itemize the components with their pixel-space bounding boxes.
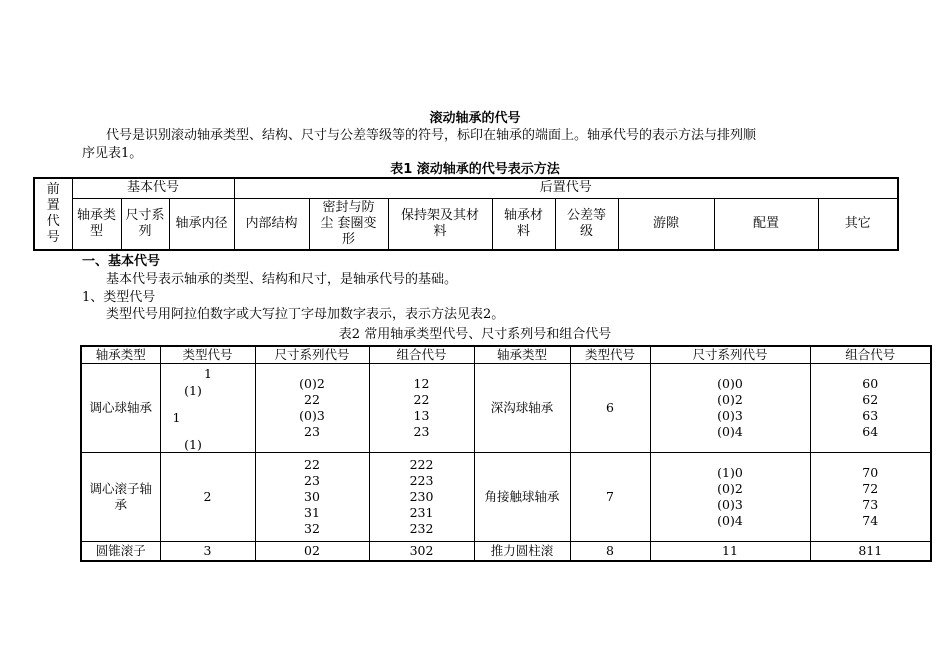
table2-header: 类型代号 (570, 346, 650, 364)
table-cell (650, 453, 810, 542)
intro-line-1: 代号是识别滚动轴承类型、结构、尺寸与公差等级等的符号，标印在轴承的端面上。轴承代号的表示方法与排列顺 (106, 128, 757, 143)
table-cell: 圆锥滚子 (81, 542, 160, 561)
front-code-char: 前 (46, 182, 60, 197)
cell-value: 62 (862, 392, 879, 407)
table1-cell: 保持架及其材料 (388, 198, 492, 250)
table-cell: 调心球轴承 (81, 364, 160, 453)
table-cell (255, 364, 369, 453)
table1-cell: 配置 (714, 198, 818, 250)
table1-cell: 轴承内径 (169, 198, 234, 250)
cell-value: 72 (862, 481, 879, 496)
sub1-text: 类型代号用阿拉伯数字或大写拉丁字母加数字表示，表示方法见表2。 (106, 307, 505, 322)
cell-value: 73 (862, 497, 879, 512)
cell-value: 31 (304, 505, 320, 520)
table1-cell: 内部结构 (234, 198, 309, 250)
table1-cell: 密封与防尘 套圈变形 (309, 198, 388, 250)
front-code-char: 置 (46, 198, 60, 213)
table-cell: 6 (570, 364, 650, 453)
cell-value: (0)2 (717, 392, 743, 407)
table-cell: 02 (255, 542, 369, 561)
table1-cell: 轴承材料 (492, 198, 555, 250)
table-cell: 811 (810, 542, 931, 561)
cell-value: (0)3 (299, 408, 325, 423)
cell-value: (0)3 (717, 408, 743, 423)
cell-value: 30 (304, 489, 320, 504)
table1-cell: 其它 (818, 198, 898, 250)
cell-value: (0)3 (717, 497, 743, 512)
table-cell: 深沟球轴承 (474, 364, 570, 453)
table-cell (810, 453, 931, 542)
table-cell (369, 453, 474, 542)
front-code-char: 代 (46, 214, 60, 229)
table1-caption: 表1 滚动轴承的代号表示方法 (390, 162, 560, 177)
table-cell (650, 364, 810, 453)
table-cell: 7 (570, 453, 650, 542)
front-code-cell (34, 178, 72, 250)
table-cell: 11 (650, 542, 810, 561)
cell-value: 23 (304, 473, 320, 488)
table1 (33, 177, 899, 251)
cell-value: 63 (862, 408, 879, 423)
cell-value: 64 (862, 424, 879, 439)
cell-value: (0)2 (299, 376, 325, 391)
table-cell: 8 (570, 542, 650, 561)
table-cell: 302 (369, 542, 474, 561)
cell-value: 230 (409, 489, 434, 504)
cell-value: 1 (204, 366, 212, 381)
cell-value: 223 (409, 473, 434, 488)
table1-cell: 轴承类型 (72, 198, 121, 250)
table2-header: 组合代号 (810, 346, 931, 364)
table2 (80, 345, 932, 562)
cell-value: 222 (409, 457, 434, 472)
cell-value: (0)2 (717, 481, 743, 496)
cell-value: 22 (413, 392, 430, 407)
cell-value: (1) (184, 437, 202, 452)
cell-value: (0)0 (717, 376, 743, 391)
table-cell (160, 364, 255, 453)
cell-value: 32 (304, 521, 320, 536)
cell-value: 1 (172, 410, 181, 425)
cell-value: 12 (413, 376, 430, 391)
table-cell (369, 364, 474, 453)
table2-header: 尺寸系列代号 (650, 346, 810, 364)
table-cell: 3 (160, 542, 255, 561)
cell-value: 232 (409, 521, 434, 536)
cell-value: (0)4 (717, 424, 743, 439)
cell-value: 60 (862, 376, 879, 391)
table2-header: 轴承类型 (474, 346, 570, 364)
cell-value: 22 (304, 392, 320, 407)
table1-cell: 游隙 (618, 198, 714, 250)
cell-value: 23 (413, 424, 430, 439)
table-cell: 调心滚子轴承 (81, 453, 160, 542)
cell-value: (1)0 (717, 465, 743, 480)
cell-value: 23 (304, 424, 320, 439)
table-cell (255, 453, 369, 542)
cell-value: 22 (304, 457, 320, 472)
cell-value: 231 (409, 505, 434, 520)
table2-header: 组合代号 (369, 346, 474, 364)
basic-code-header: 基本代号 (72, 178, 234, 198)
front-code-char: 号 (46, 230, 60, 245)
table2-header: 尺寸系列代号 (255, 346, 369, 364)
cell-value: (1) (184, 383, 202, 398)
table-cell (810, 364, 931, 453)
table1-cell: 尺寸系列 (121, 198, 169, 250)
section1-text: 基本代号表示轴承的类型、结构和尺寸，是轴承代号的基础。 (106, 272, 458, 287)
cell-value: (0)4 (717, 513, 743, 528)
cell-value: 74 (862, 513, 879, 528)
cell-value: 13 (413, 408, 430, 423)
post-code-header: 后置代号 (234, 178, 898, 198)
table-cell: 角接触球轴承 (474, 453, 570, 542)
table2-caption: 表2 常用轴承类型代号、尺寸系列号和组合代号 (338, 327, 612, 342)
table2-header: 类型代号 (160, 346, 255, 364)
section1-heading: 一、基本代号 (82, 254, 161, 269)
intro-line-2: 序见表1。 (82, 146, 143, 161)
table-cell: 2 (160, 453, 255, 542)
table-cell: 推力圆柱滚 (474, 542, 570, 561)
page-title: 滚动轴承的代号 (429, 111, 521, 126)
table2-header: 轴承类型 (81, 346, 160, 364)
table1-cell: 公差等级 (555, 198, 618, 250)
sub1-heading: 1、类型代号 (82, 290, 156, 305)
cell-value: 70 (862, 465, 879, 480)
